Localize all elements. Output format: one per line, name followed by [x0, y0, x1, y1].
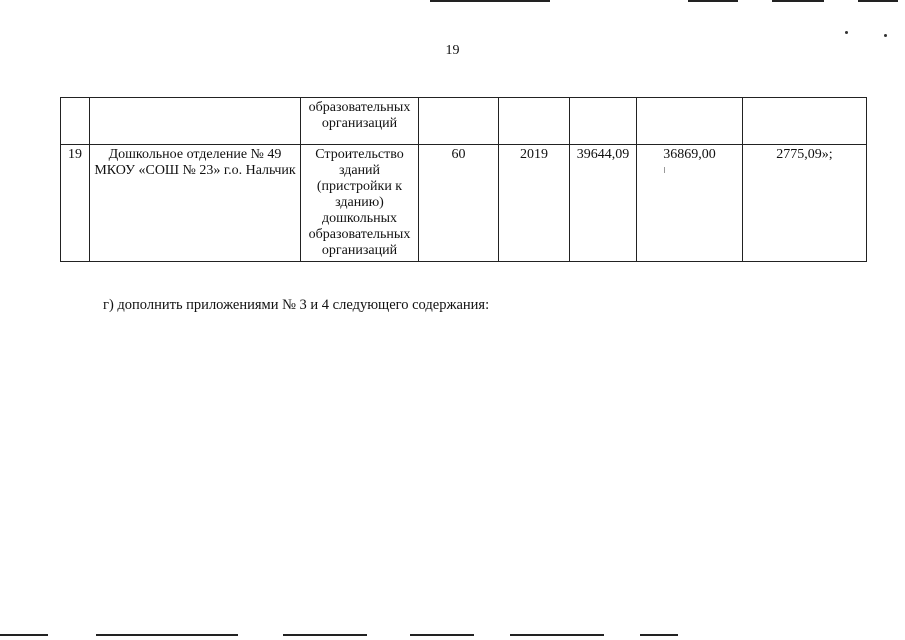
cell-name: Дошкольное отделение № 49 МКОУ «СОШ № 23» г.о. Нальчик	[90, 145, 301, 262]
cell-purpose: образовательных организаций	[301, 98, 419, 145]
scan-line-top-1	[430, 0, 550, 2]
cell-name	[90, 98, 301, 145]
scan-line-bottom-2	[96, 634, 238, 636]
cell-num	[61, 98, 90, 145]
scan-line-top-2	[688, 0, 738, 2]
cell-total: 39644,09	[570, 145, 637, 262]
cell-federal: 36869,00	[637, 145, 743, 262]
cell-year	[499, 98, 570, 145]
scan-line-bottom-5	[510, 634, 604, 636]
scan-line-top-4	[858, 0, 898, 2]
table-row	[61, 145, 867, 262]
cell-num: 19	[61, 145, 90, 262]
amendment-note: г) дополнить приложениями № 3 и 4 следующего содержания:	[103, 297, 490, 313]
cell-capacity	[419, 98, 499, 145]
cell-regional: 2775,09»;	[743, 145, 867, 262]
scan-dot-2	[884, 34, 887, 37]
scan-line-top-3	[772, 0, 824, 2]
data-table	[60, 97, 867, 262]
scan-line-bottom-6	[640, 634, 678, 636]
scan-dot-1	[845, 31, 848, 34]
scan-line-bottom-3	[283, 634, 367, 636]
scan-line-bottom-1	[0, 634, 48, 636]
scan-line-bottom-4	[410, 634, 474, 636]
table-row-continuation	[61, 98, 867, 145]
cell-purpose: Строительство зданий (пристройки к зданию) дошкольных образовательных организаций	[301, 145, 419, 262]
cell-federal	[637, 98, 743, 145]
cell-capacity: 60	[419, 145, 499, 262]
cell-year: 2019	[499, 145, 570, 262]
page-number: 19	[445, 43, 460, 58]
scan-tick	[664, 167, 665, 173]
cell-total	[570, 98, 637, 145]
cell-regional	[743, 98, 867, 145]
